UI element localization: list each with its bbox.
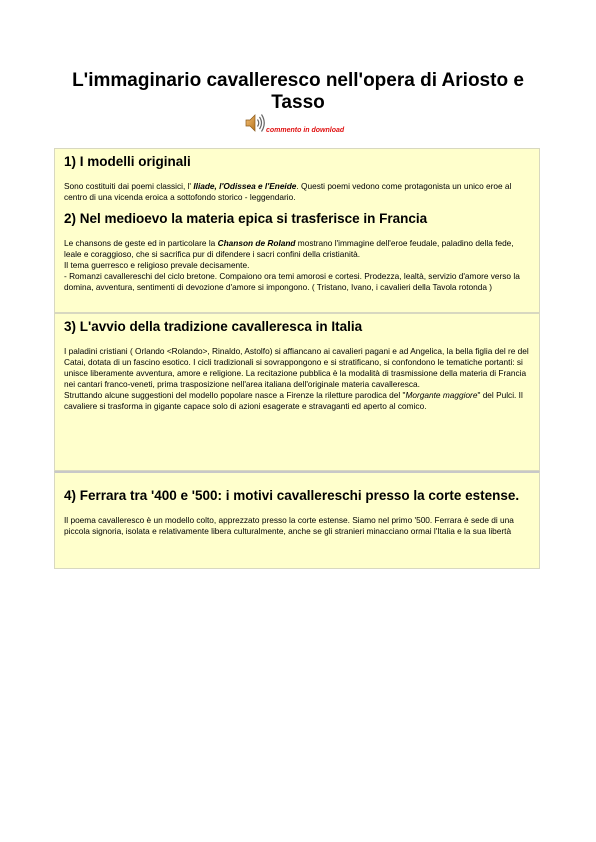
sections-box-3: [54, 471, 540, 569]
section-1-text: Sono costituiti dai poemi classici, l' Iliade, l'Odissea e l'Eneide. Questi poemi vedono come protagonista un unico eroe al centro di una vicenda eroica a sottofondo storico - leggendario.: [64, 181, 512, 202]
section-2-text-2: Il tema guerresco e religioso prevale decisamente.: [64, 260, 250, 270]
speaker-icon[interactable]: [244, 112, 266, 134]
sections-box-1: [54, 148, 540, 313]
download-commentary-link[interactable]: commento in download: [266, 127, 345, 134]
page-title: L'immaginario cavalleresco nell'opera di Ariosto e Tasso: [72, 70, 524, 113]
section-3-text-2: Struttando alcune suggestioni del modello popolare nasce a Firenze la riletture parodica del "Morgante maggiore" del Pulci. Il cavaliere si trasforma in gigante capace solo di azioni esagerate e stravaganti ed aperto al comico.: [64, 390, 523, 411]
section-2-text: Le chansons de geste ed in particolare la Chanson de Roland mostrano l'immagine dell'eroe feudale, paladino della fede, leale e coraggioso, che si sacrifica pur di difendere i sacri confini della cristianità.: [64, 238, 514, 259]
audio-commentary[interactable]: [244, 112, 344, 134]
section-4-text: Il poema cavalleresco è un modello colto, apprezzato presso la corte estense. Siamo nel primo '500. Ferrara è sede di una piccola signoria, isolata e relativamente libera culturalmente, anche se gli stranieri minacciano ormai l'Italia e la sua libertà: [64, 515, 514, 536]
section-1-heading: 1) I modelli originali: [64, 154, 191, 169]
section-4-heading: 4) Ferrara tra '400 e '500: i motivi cavallereschi presso la corte estense.: [64, 488, 520, 503]
sections-box-2: [54, 313, 540, 471]
section-2-heading: 2) Nel medioevo la materia epica si trasferisce in Francia: [64, 211, 428, 226]
section-3-heading: 3) L'avvio della tradizione cavalleresca in Italia: [64, 319, 363, 334]
section-3-text: I paladini cristiani ( Orlando <Rolando>, Rinaldo, Astolfo) si affiancano ai cavalieri pagani e ad Angelica, la bella figlia del re del Catai, dotata di un fascino esotico. I cicli tradizionali si sovrappongono e si stratificano, si confondono le tematiche portanti: si unisce liberamente avventura, amore e religione. La recitazione pubblica è la modalità di trasmissione della materia di Francia nei cantari franco-veneti, prima trasposizione nell'area italiana dell'originale materia cavalleresca.: [64, 346, 529, 389]
section-2-text-3: - Romanzi cavallereschi del ciclo bretone. Compaiono ora temi amorosi e cortesi. Prodezza, lealtà, servizio d'amore verso la domina, avventura, sentimenti di devozione d'amore si impongono. ( Tristano, Ivano, i cavalieri della Tavola rotonda ): [64, 271, 520, 292]
